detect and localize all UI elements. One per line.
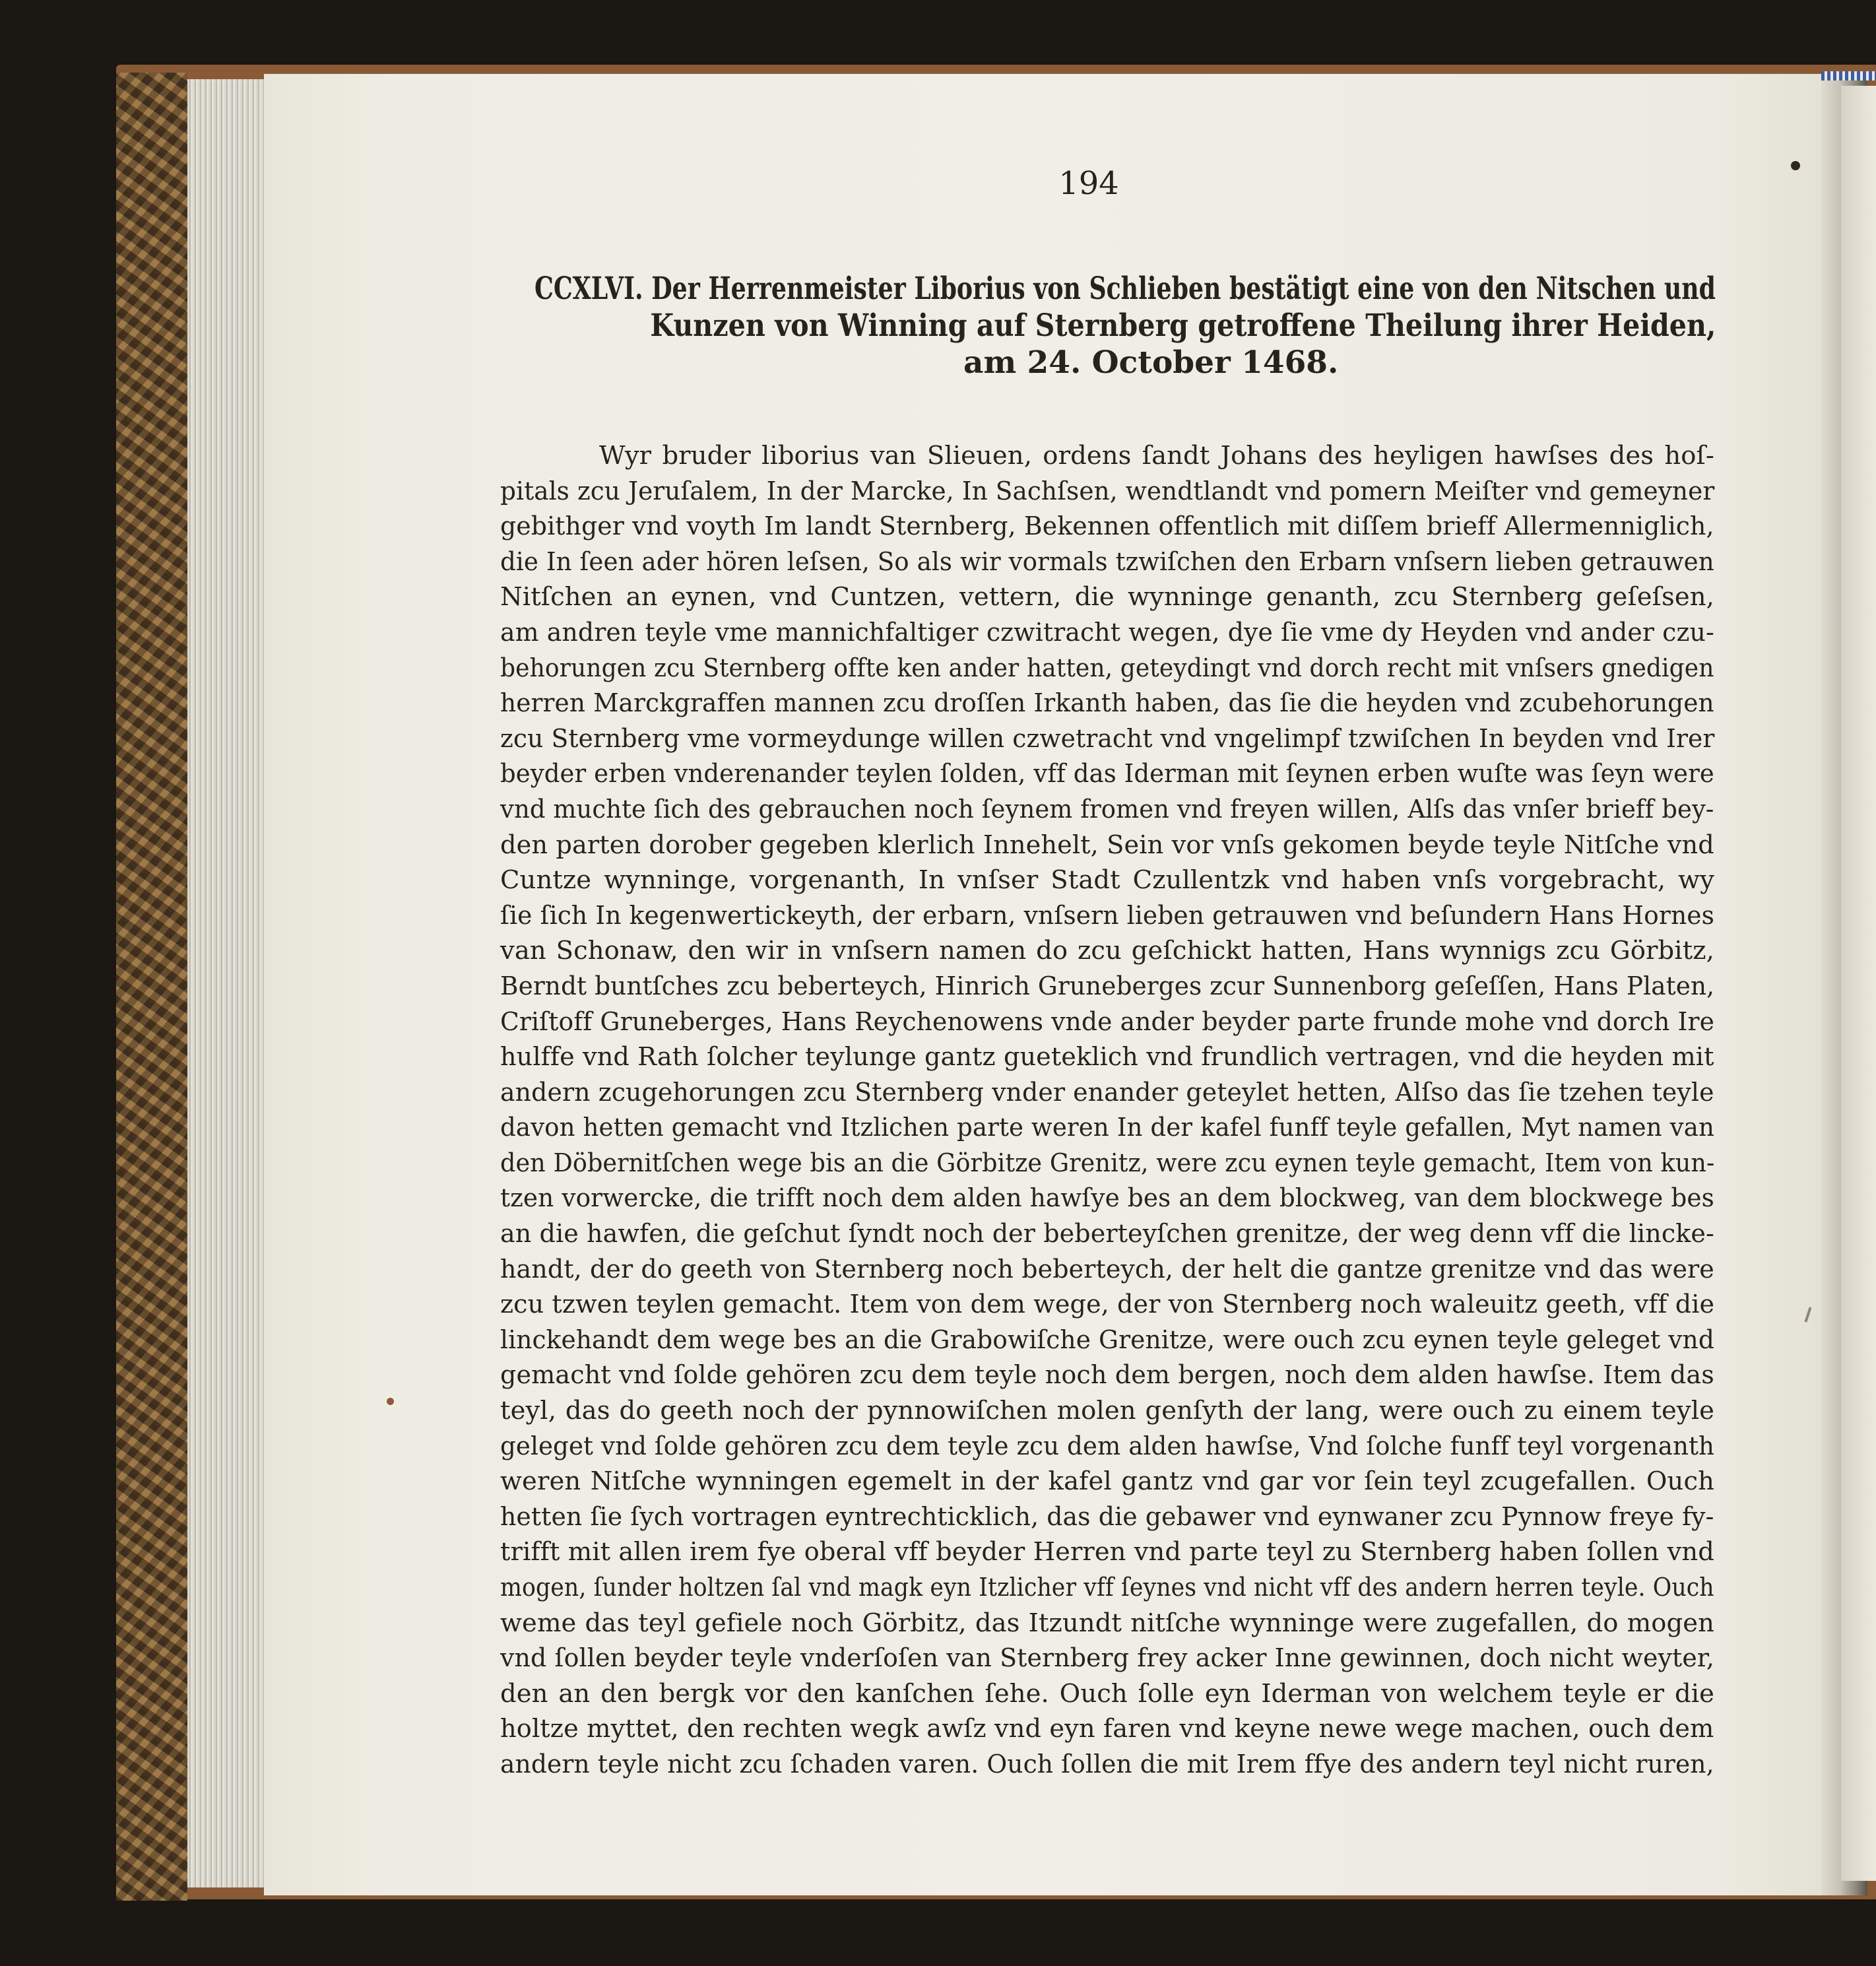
body-line: pitals zcu Jeruſalem, In der Marcke, In Sachſsen, wendtlandt vnd pomern Meiſter vnd gemeyner [500, 476, 1715, 506]
body-line: die In ſeen ader hören leſsen, So als wir vormals tzwiſchen den Erbarn vnſsern lieben getrauwen [500, 546, 1714, 577]
body-line: weren Nitſche wynningen egemelt in der kafel gantz vnd gar vor ſein teyl zcugefallen. Ouch [500, 1466, 1714, 1497]
body-line: gebithger vnd voyth Im landt Sternberg, Bekennen offentlich mit diſſem brieff Allermenniglich, [500, 511, 1714, 542]
body-line: trifft mit allen irem fye oberal vff beyder Herren vnd parte teyl zu Sternberg haben ſollen vnd [500, 1537, 1714, 1567]
body-line: am andren teyle vme mannichfaltiger czwitracht wegen, dye ſie vme dy Heyden vnd ander czu- [500, 617, 1714, 647]
body-line: vnd muchte ſich des gebrauchen noch ſeynem fromen vnd freyen willen, Alſs das vnſer brieff bey- [500, 794, 1714, 824]
binding-stitch [1821, 71, 1876, 81]
body-line: teyl, das do geeth noch der pynnowiſchen molen genſyth der lang, were ouch zu einem teyle [500, 1396, 1714, 1426]
body-text [500, 438, 1714, 1783]
body-line: ſie ſich In kegenwertickeyth, der erbarn, vnſsern lieben getrauwen vnd beſundern Hans Hornes [500, 900, 1715, 931]
body-line: hetten ſie ſych vortragen eyntrechticklich, das die gebawer vnd eynwaner zcu Pynnow freye fy- [500, 1501, 1714, 1532]
body-line: zcu tzwen teylen gemacht. Item von dem wege, der von Sternberg noch waleuitz geeth, vff die [500, 1290, 1715, 1320]
body-line: zcu Sternberg vme vormeydunge willen czwetracht vnd vngelimpf tzwiſchen In beyden vnd Irer [500, 723, 1715, 754]
body-line: holtze myttet, den rechten wegk awſz vnd eyn faren vnd keyne newe wege machen, ouch dem [500, 1714, 1714, 1744]
body-line: an die hawfen, die geſchut ſyndt noch der beberteyſchen grenitze, der weg denn vff die lincke- [500, 1219, 1714, 1249]
heading-line-2: Kunzen von Winning auf Sternberg getroffene Theilung ihrer Heiden, [650, 308, 1716, 344]
body-line: den parten dorober gegeben klerlich Innehelt, Sein vor vnſs gekomen beyde teyle Nitſche vnd [500, 830, 1714, 860]
foxing-spot [387, 1398, 394, 1405]
body-line: Criſtoff Gruneberges, Hans Reychenowens vnde ander beyder parte frunde mohe vnd dorch Ire [500, 1006, 1715, 1037]
body-line: mogen, ſunder holtzen ſal vnd magk eyn Itzlicher vff ſeynes vnd nicht vff des andern herren teyle. Ouch [500, 1573, 1714, 1602]
body-line: linckehandt dem wege bes an die Grabowiſche Grenitze, were ouch zcu eynen teyle geleget vnd [500, 1325, 1714, 1355]
body-line: den an den bergk vor den kanſchen ſehe. Ouch ſolle eyn Iderman von welchem teyle er die [500, 1678, 1714, 1709]
body-line: andern zcugehorungen zcu Sternberg vnder enander geteylet hetten, Alſso das ſie tzehen teyle [500, 1077, 1714, 1107]
marbled-edge [116, 73, 187, 1901]
body-line: handt, der do geeth von Sternberg noch beberteych, der helt die gantze grenitze vnd das were [500, 1254, 1714, 1284]
body-line: beyder erben vnderenander teylen ſolden, vff das Iderman mit ſeynen erben wuſte was ſeyn were [500, 759, 1714, 789]
body-line: davon hetten gemacht vnd Itzlichen parte weren In der kafel funff teyle gefallen, Myt namen van [500, 1113, 1714, 1143]
body-line: herren Marckgraffen mannen zcu droſſen Irkanth haben, das ſie die heyden vnd zcubehorungen [500, 688, 1714, 719]
document-heading [534, 271, 1716, 381]
body-line: Berndt buntſches zcu beberteych, Hinrich Gruneberges zcur Sunnenborg geſeſſen, Hans Platen, [500, 971, 1715, 1001]
body-line: andern teyle nicht zcu ſchaden varen. Ouch ſollen die mit Irem ffye des andern teyl nicht ruren, [500, 1749, 1714, 1779]
body-line: Cuntze wynninge, vorgenanth, In vnſser Stadt Czullentzk vnd haben vnſs vorgebracht, wy [500, 865, 1714, 896]
body-line: weme das teyl gefiele noch Görbitz, das Itzundt nitſche wynninge were zugefallen, do mogen [500, 1608, 1714, 1638]
body-line: vnd ſollen beyder teyle vnderſoſen van Sternberg frey acker Inne gewinnen, doch nicht weyter, [500, 1643, 1715, 1674]
body-line: den Döbernitſchen wege bis an die Görbitze Grenitz, were zcu eynen teyle gemacht, Item von kun- [500, 1148, 1715, 1178]
page-number: 194 [1058, 165, 1119, 202]
body-line: Wyr bruder liborius van Slieuen, ordens ſandt Johans des heyligen hawſses des hoſ- [599, 441, 1714, 471]
body-line: hulffe vnd Rath ſolcher teylunge gantz gueteklich vnd frundlich vertragen, vnd die heyden mit [500, 1042, 1714, 1072]
facing-page-edge [1841, 86, 1876, 1881]
ink-spot [1791, 161, 1800, 170]
heading-line-1: CCXLVI. Der Herrenmeister Liborius von Schlieben bestätigt eine von den Nitschen und [534, 271, 1716, 307]
body-line: van Schonaw, den wir in vnſsern namen do zcu geſchickt hatten, Hans wynnigs zcu Görbitz, [500, 936, 1714, 966]
body-line: Nitſchen an eynen, vnd Cuntzen, vettern, die wynninge genanth, zcu Sternberg geſeſsen, [500, 582, 1714, 612]
body-line: tzen vorwercke, die trifft noch dem alden hawſye bes an dem blockweg, van dem blockwege bes [500, 1183, 1714, 1214]
heading-line-3: am 24. October 1468. [963, 344, 1339, 381]
body-line: behorungen zcu Sternberg offte ken ander hatten, geteydingt vnd dorch recht mit vnſsers gnedigen [500, 653, 1714, 683]
body-line: geleget vnd ſolde gehören zcu dem teyle zcu dem alden hawſse, Vnd ſolche funff teyl vorgenanth [500, 1431, 1715, 1461]
page-block-edges [187, 79, 267, 1887]
body-line: gemacht vnd ſolde gehören zcu dem teyle noch dem bergen, noch dem alden hawſse. Item das [500, 1360, 1714, 1391]
